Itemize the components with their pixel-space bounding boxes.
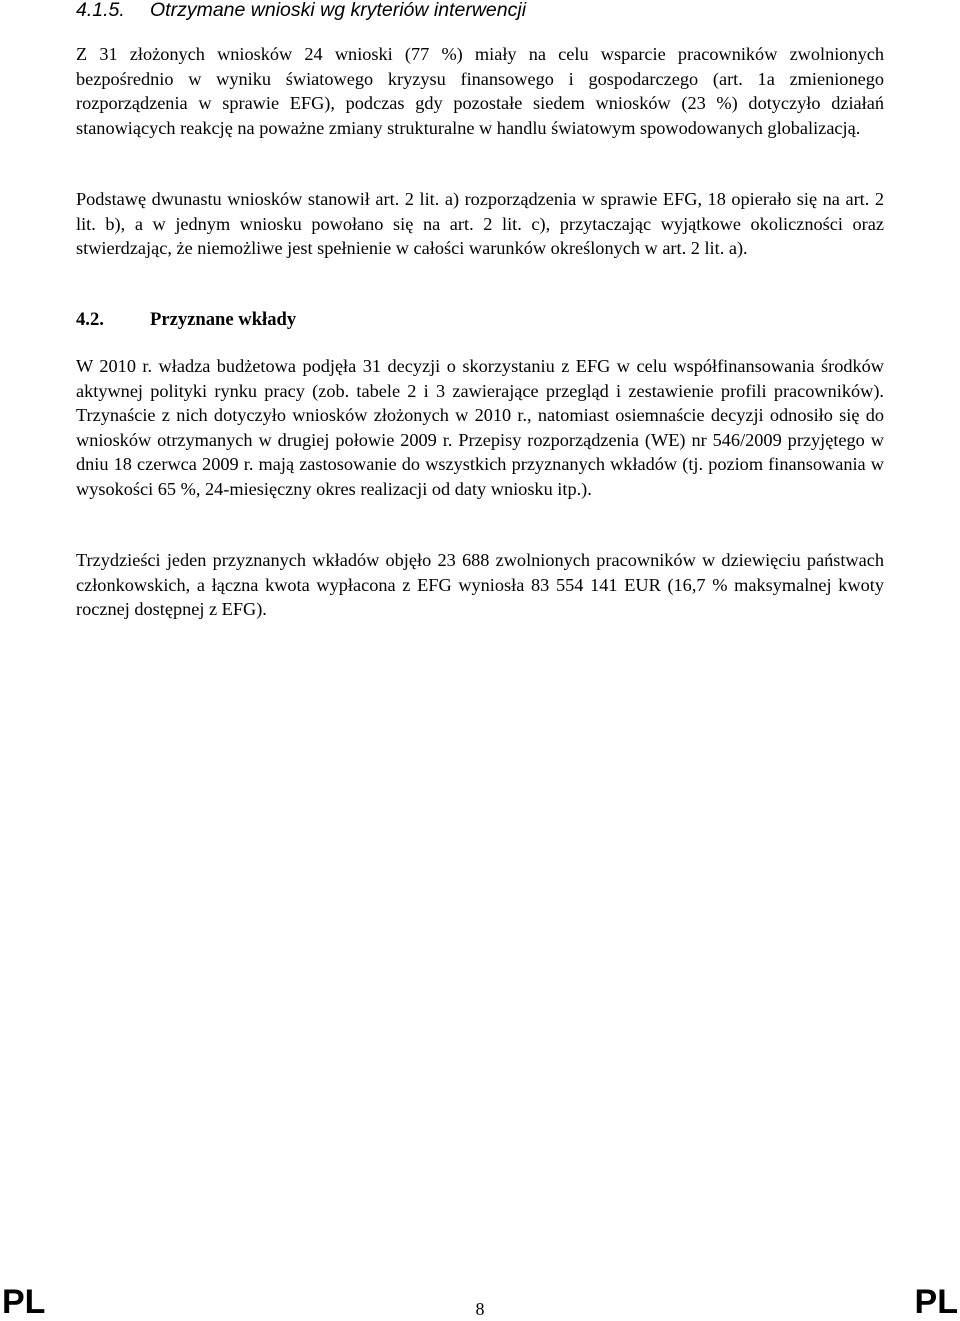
footer-language-left: PL (2, 1283, 46, 1321)
paragraph-contributions-summary: Trzydzieści jeden przyznanych wkładów objęło 23 688 zwolnionych pracowników w dziewięciu państwach członkowskich, a łączna kwota wypłacona z EFG wyniosła 83 554 141 EUR (16,7 % maksymalnej kwoty rocznej dostępnej z EFG). (76, 550, 884, 620)
section-number: 4.2. (76, 309, 104, 330)
section-heading (76, 308, 296, 332)
footer-language-right: PL (914, 1283, 958, 1321)
section-title: Przyznane wkłady (150, 309, 297, 330)
paragraph-applications-criteria: Z 31 złożonych wniosków 24 wnioski (77 %) miały na celu wsparcie pracowników zwolnionych bezpośrednio w wyniku światowego kryzysu finansowego i gospodarczego (art. 1a zmienionego rozporządzenia w sprawie EFG), podczas gdy pozostałe siedem wniosków (23 %) dotyczyło działań stanowiących reakcję na poważne zmiany strukturalne w handlu światowym spowodowanych globalizacją. (76, 44, 884, 138)
subsection-heading (76, 0, 526, 24)
paragraph-legal-basis: Podstawę dwunastu wniosków stanowił art. 2 lit. a) rozporządzenia w sprawie EFG, 18 opierało się na art. 2 lit. b), a w jednym wniosku powołano się na art. 2 lit. c), przytaczając wyjątkowe okoliczności oraz stwierdzając, że niemożliwe jest spełnienie w całości warunków określonych w art. 2 lit. a). (76, 189, 884, 259)
paragraph-budget-decisions: W 2010 r. władza budżetowa podjęła 31 decyzji o skorzystaniu z EFG w celu współfinansowania środków aktywnej polityki rynku pracy (zob. tabele 2 i 3 zawierające przegląd i zestawienie profili pracowników). Trzynaście z nich dotyczyło wniosków złożonych w 2010 r., natomiast osiemnaście decyzji odnosiło się do wniosków otrzymanych w drugiej połowie 2009 r. Przepisy rozporządzenia (WE) nr 546/2009 przyjętego w dniu 18 czerwca 2009 r. mają zastosowanie do wszystkich przyznanych wkładów (tj. poziom finansowania w wysokości 65 %, 24-miesięczny okres realizacji od daty wniosku itp.). (76, 356, 884, 499)
page-number: 8 (475, 1299, 485, 1319)
subsection-title: Otrzymane wnioski wg kryteriów interwencji (150, 0, 527, 21)
subsection-number: 4.1.5. (76, 0, 125, 21)
